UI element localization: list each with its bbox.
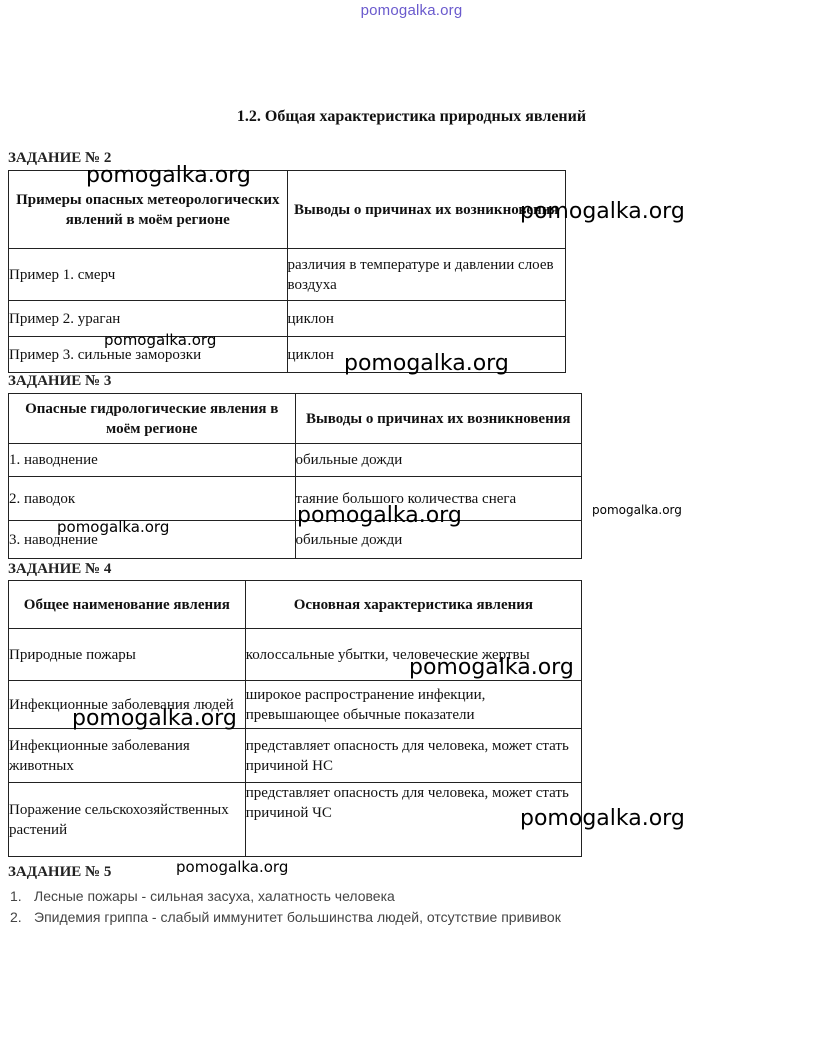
watermark: pomogalka.org	[176, 858, 289, 876]
list-item-number: 2.	[10, 909, 22, 925]
table-cell: представляет опасность для человека, может стать причиной НС	[245, 729, 581, 783]
table-cell: Поражение сельскохозяйственных растений	[9, 783, 246, 857]
watermark: pomogalka.org	[72, 706, 237, 731]
table-header-cell: Выводы о причинах их возникновения	[295, 394, 581, 444]
table-cell: колоссальные убытки, человеческие жертвы	[245, 629, 581, 681]
task2-table	[8, 170, 566, 373]
table-row	[9, 477, 582, 521]
watermark: pomogalka.org	[520, 806, 685, 831]
task3-heading: ЗАДАНИЕ № 3	[8, 373, 112, 389]
table-cell: различия в температуре и давлении слоев воздуха	[287, 249, 565, 301]
table-header-cell: Примеры опасных метеорологических явлений в моём регионе	[9, 171, 288, 249]
table-header-cell: Опасные гидрологические явления в моём регионе	[9, 394, 296, 444]
table-cell: Инфекционные заболевания людей	[9, 681, 246, 729]
table-header-row	[9, 581, 582, 629]
table-cell: обильные дожди	[295, 521, 581, 559]
table-row	[9, 729, 582, 783]
list-item-text: Лесные пожары - сильная засуха, халатность человека	[34, 888, 395, 904]
table-cell: Пример 1. смерч	[9, 249, 288, 301]
table-cell: Пример 2. ураган	[9, 301, 288, 337]
table-cell: Инфекционные заболевания животных	[9, 729, 246, 783]
table-cell: широкое распространение инфекции, превышающее обычные показатели	[245, 681, 581, 729]
watermark: pomogalka.org	[409, 655, 574, 680]
site-header[interactable]: pomogalka.org	[360, 2, 463, 19]
table-row	[9, 444, 582, 477]
task4-heading: ЗАДАНИЕ № 4	[8, 561, 112, 577]
page-title: 1.2. Общая характеристика природных явлений	[236, 108, 587, 125]
watermark: pomogalka.org	[592, 503, 682, 517]
list-item-text: Эпидемия гриппа - слабый иммунитет большинства людей, отсутствие прививок	[34, 909, 561, 925]
table-header-row	[9, 394, 582, 444]
watermark: pomogalka.org	[57, 518, 170, 536]
table-row	[9, 783, 582, 857]
list-item	[10, 907, 561, 928]
table-cell: обильные дожди	[295, 444, 581, 477]
task5-heading: ЗАДАНИЕ № 5	[8, 864, 112, 880]
watermark: pomogalka.org	[297, 503, 462, 528]
table-row	[9, 301, 566, 337]
task2-heading: ЗАДАНИЕ № 2	[8, 150, 112, 166]
table-row	[9, 249, 566, 301]
watermark: pomogalka.org	[86, 163, 251, 188]
table-header-cell: Выводы о причинах их возникновения	[287, 171, 565, 249]
task5-answer-list	[10, 886, 561, 928]
table-cell: циклон	[287, 301, 565, 337]
watermark: pomogalka.org	[520, 199, 685, 224]
table-cell: представляет опасность для человека, может стать причиной ЧС	[245, 783, 581, 857]
list-item	[10, 886, 561, 907]
table-cell: 3. наводнение	[9, 521, 296, 559]
watermark: pomogalka.org	[104, 331, 217, 349]
list-item-number: 1.	[10, 888, 22, 904]
table-cell: таяние большого количества снега	[295, 477, 581, 521]
table-cell: 2. паводок	[9, 477, 296, 521]
table-cell: Природные пожары	[9, 629, 246, 681]
watermark: pomogalka.org	[344, 351, 509, 376]
table-cell: 1. наводнение	[9, 444, 296, 477]
table-header-cell: Общее наименование явления	[9, 581, 246, 629]
table-cell: циклон	[287, 337, 565, 373]
table-cell: Пример 3. сильные заморозки	[9, 337, 288, 373]
table-header-cell: Основная характеристика явления	[245, 581, 581, 629]
